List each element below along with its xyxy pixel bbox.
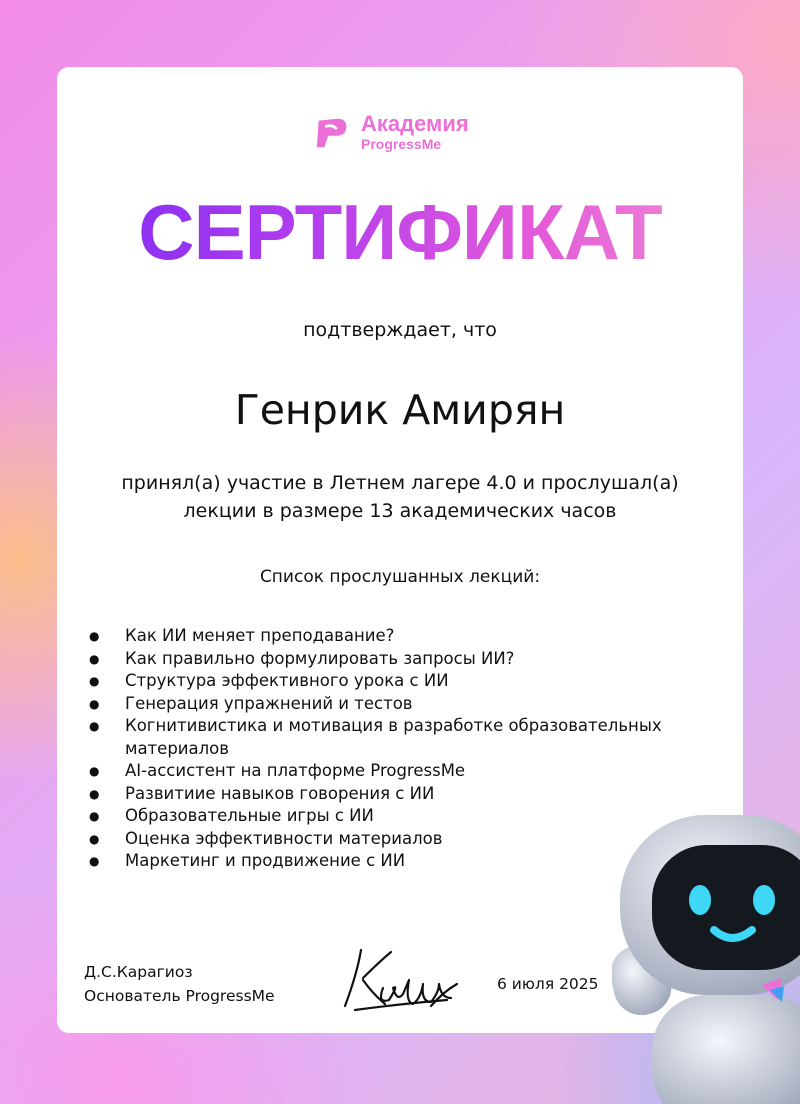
- list-item: ● AI-ассистент на платформе ProgressMe: [87, 760, 697, 783]
- robot-mascot-icon: [612, 790, 800, 1104]
- list-item: ● Маркетинг и продвижение с ИИ: [87, 850, 697, 873]
- lectures-list: [87, 625, 697, 873]
- recipient-name: Генрик Амирян: [234, 386, 566, 434]
- logo-name: Академия: [361, 111, 469, 136]
- list-item: ● Как правильно формулировать запросы ИИ?: [87, 648, 697, 671]
- confirms-text: подтверждает, что: [303, 319, 497, 341]
- signer-role: Основатель ProgressMe: [84, 987, 275, 1005]
- certificate-date: 6 июля 2025: [497, 975, 599, 993]
- list-item: ● Развитиие навыков говорения с ИИ: [87, 783, 697, 806]
- signer-name: Д.С.Карагиоз: [84, 963, 193, 981]
- handwritten-signature: [339, 944, 469, 1024]
- signer-block: [84, 960, 275, 1008]
- academy-logo: [313, 113, 469, 151]
- list-item: ● Структура эффективного урока с ИИ: [87, 670, 697, 693]
- participation-line-1: принял(а) участие в Летнем лагере 4.0 и прослушал(а): [121, 472, 679, 494]
- list-item: ● Оценка эффективности материалов: [87, 828, 697, 851]
- list-item: ● Как ИИ меняет преподавание?: [87, 625, 697, 648]
- list-item: ● Когнитивистика и мотивация в разработке образовательных материалов: [87, 715, 697, 760]
- participation-line-2: лекции в размере 13 академических часов: [183, 500, 617, 522]
- participation-text: [87, 469, 713, 525]
- logo-subtitle: ProgressMe: [361, 136, 442, 152]
- certificate-title: СЕРТИФИКАТ: [57, 187, 743, 278]
- list-item: ● Образовательные игры с ИИ: [87, 805, 697, 828]
- lectures-heading: Список прослушанных лекций:: [259, 567, 541, 587]
- list-item: ● Генерация упражнений и тестов: [87, 693, 697, 716]
- logo-mark-icon: [313, 113, 351, 151]
